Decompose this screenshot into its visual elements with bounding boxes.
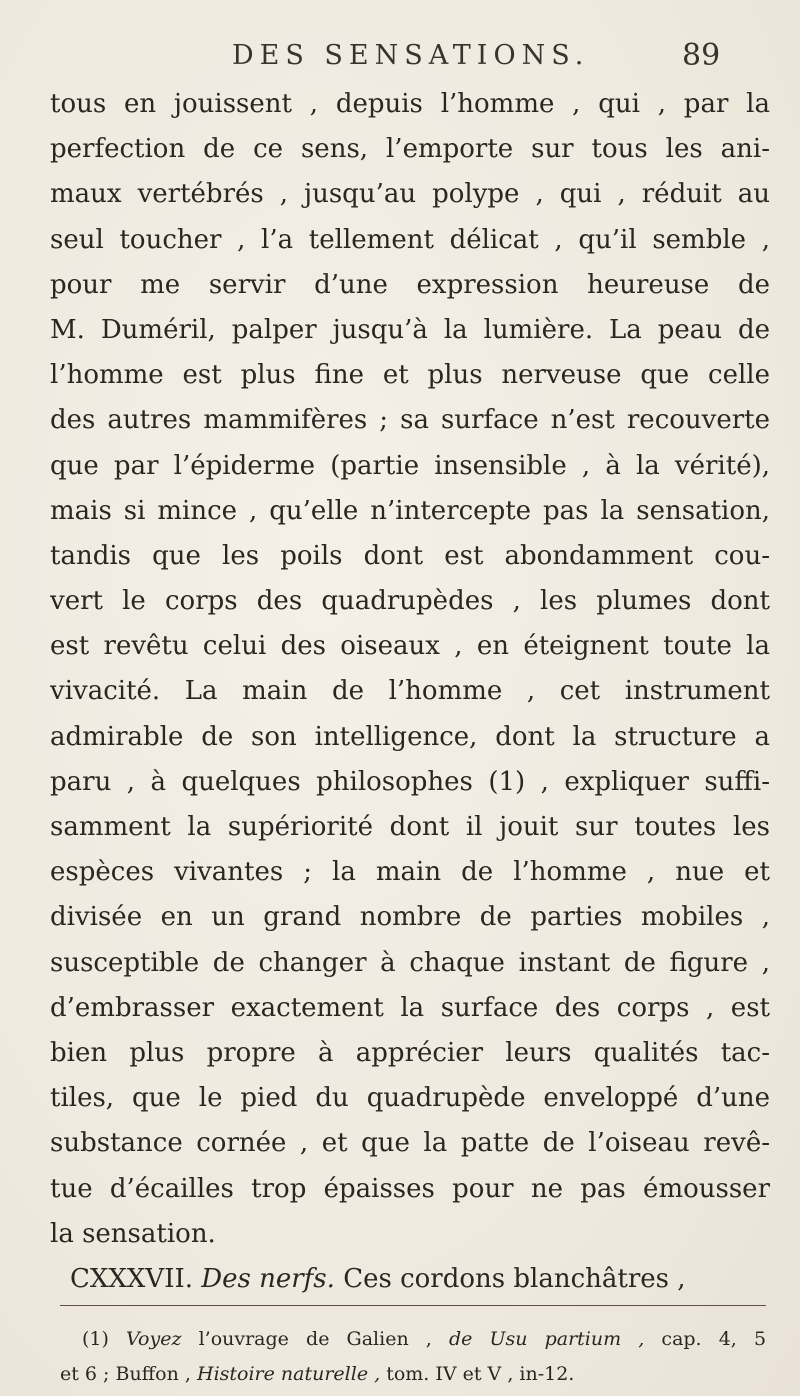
text-line: que par l’épiderme (partie insensible , à la vérité),	[50, 450, 770, 481]
text-line: admirable de son intelligence, dont la structure a	[50, 721, 770, 752]
text-line: espèces vivantes ; la main de l’homme , nue et	[50, 857, 770, 888]
text-line: l’homme est plus fine et plus nerveuse que celle	[50, 360, 770, 391]
text-line: tous en jouissent , depuis l’homme , qui , par la	[50, 89, 770, 119]
text-line: maux vertébrés , jusqu’au polype , qui , réduit au	[50, 179, 770, 210]
text-line: divisée en un grand nombre de parties mobiles ,	[50, 902, 770, 933]
footnote-text: et 6 ; Buffon ,	[60, 1363, 191, 1385]
text-line: pour me servir d’une expression heureuse de	[50, 269, 770, 300]
footnote-line	[60, 1322, 766, 1357]
text-line: tiles, que le pied du quadrupède enveloppé d’une	[50, 1083, 770, 1114]
text-line: des autres mammifères ; sa surface n’est recouverte	[50, 405, 770, 436]
text-line: mais si mince , qu’elle n’intercepte pas la sensation,	[50, 495, 770, 526]
text-line: bien plus propre à apprécier leurs qualités tac-	[50, 1037, 770, 1068]
section-number: CXXXVII.	[70, 1263, 194, 1294]
running-head	[0, 40, 800, 80]
running-head-title: DES SENSATIONS.	[232, 40, 590, 71]
text-line: d’embrasser exactement la surface des corps , est	[50, 992, 770, 1023]
footnote-work-title: de Usu partium ,	[448, 1328, 645, 1350]
page-number: 89	[682, 38, 721, 73]
footnote-text: l’ouvrage de Galien ,	[198, 1328, 432, 1350]
text-line: M. Duméril, palper jusqu’à la lumière. La peau de	[50, 314, 770, 345]
section-text: Ces cordons blanchâtres ,	[343, 1263, 686, 1294]
text-line: perfection de ce sens, l’emporte sur tous les ani-	[50, 134, 770, 165]
footnote-work-title: Histoire naturelle ,	[197, 1363, 381, 1385]
footnotes	[60, 1322, 766, 1392]
text-line: est revêtu celui des oiseaux , en éteignent toute la	[50, 631, 770, 662]
text-line: paru , à quelques philosophes (1) , expliquer suffi-	[50, 766, 770, 797]
footnote-text: tom. IV et V , in-12.	[386, 1363, 575, 1385]
section-heading-line	[50, 1257, 770, 1302]
text-line: vivacité. La main de l’homme , cet instrument	[50, 676, 770, 707]
text-line: samment la supériorité dont il jouit sur toutes les	[50, 812, 770, 842]
footnote-voyez: Voyez	[126, 1328, 182, 1350]
text-line: tue d’écailles trop épaisses pour ne pas émousser	[50, 1173, 770, 1204]
text-line: seul toucher , l’a tellement délicat , qu’il semble ,	[50, 224, 770, 255]
footnote-rule	[60, 1305, 766, 1306]
text-line: tandis que les poils dont est abondamment cou-	[50, 540, 770, 571]
body-text	[50, 82, 770, 1302]
footnote-line	[60, 1357, 766, 1392]
text-line: vert le corps des quadrupèdes , les plumes dont	[50, 586, 770, 617]
section-title: Des nerfs.	[201, 1263, 335, 1294]
footnote-marker: (1)	[82, 1328, 109, 1350]
text-line: susceptible de changer à chaque instant de figure ,	[50, 947, 770, 978]
text-line: substance cornée , et que la patte de l’oiseau revê-	[50, 1128, 770, 1159]
footnote-text: cap. 4, 5	[661, 1328, 766, 1350]
text-line: la sensation.	[50, 1218, 216, 1249]
